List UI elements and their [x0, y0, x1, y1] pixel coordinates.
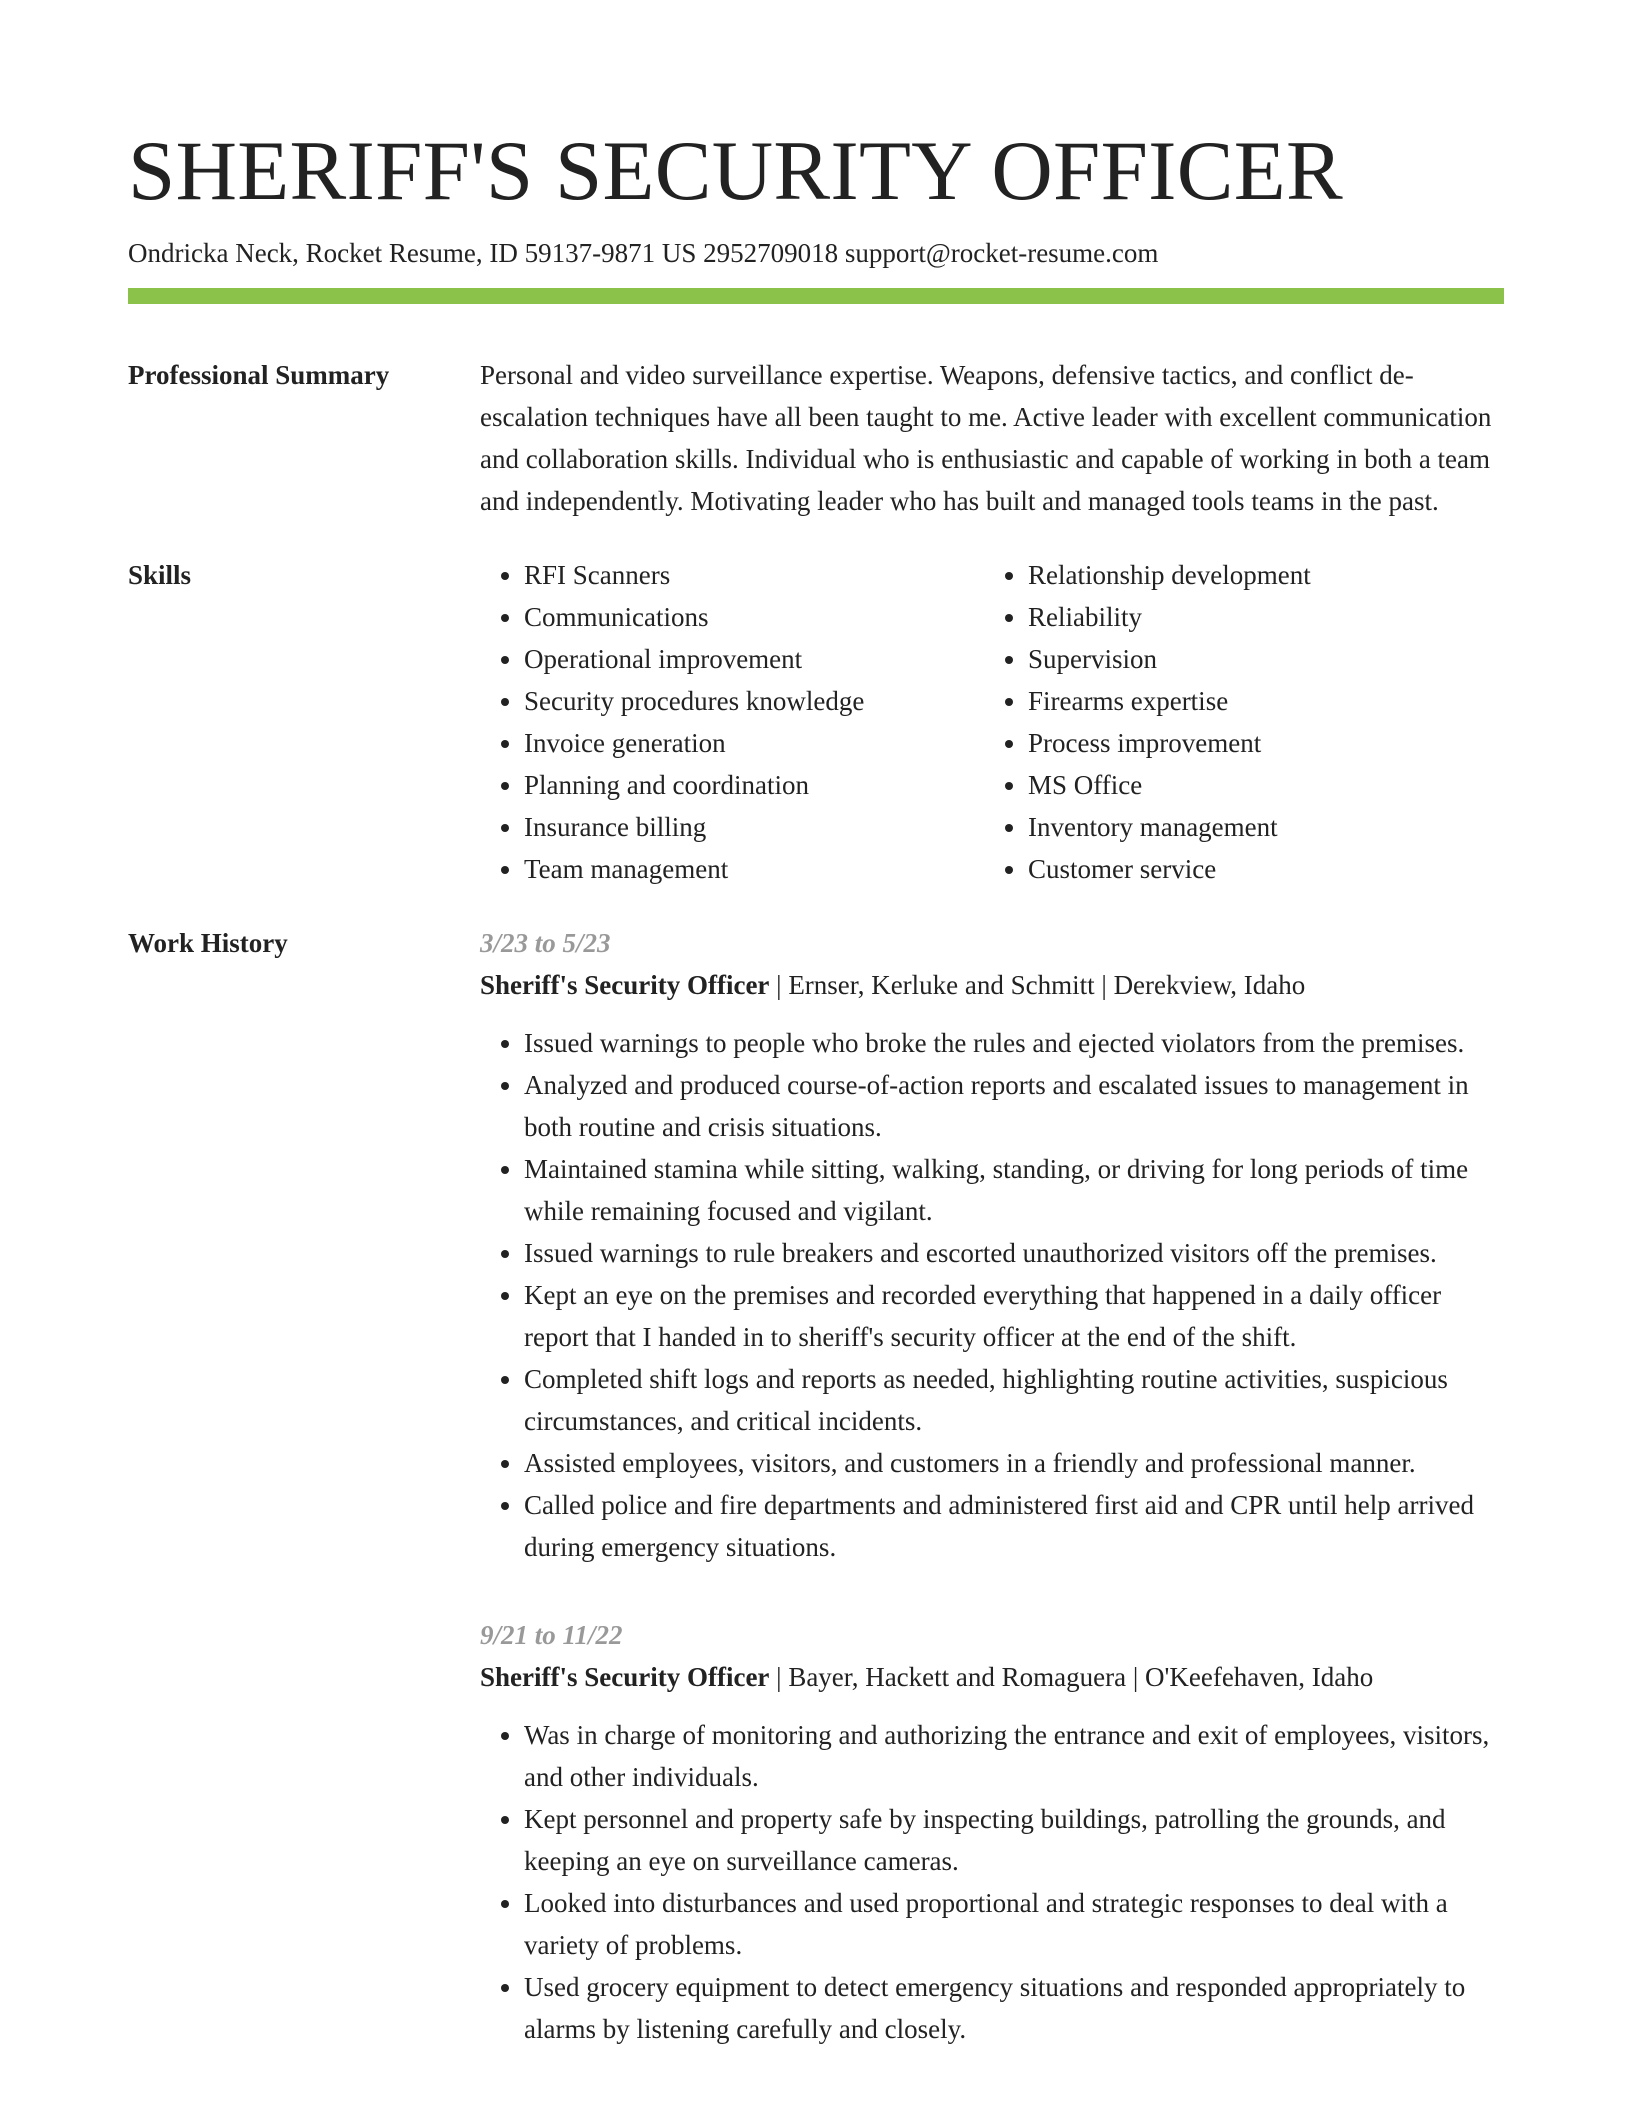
job-bullet: • Was in charge of monitoring and authorizing the entrance and exit of employees, visitors, and other individuals.	[524, 1714, 1504, 1798]
job-location: O'Keefehaven, Idaho	[1145, 1662, 1374, 1692]
job-separator: |	[1094, 970, 1114, 1000]
job-bullet: • Issued warnings to rule breakers and escorted unauthorized visitors off the premises.	[524, 1232, 1504, 1274]
skill-item: • RFI Scanners	[524, 554, 984, 596]
skill-item: • Planning and coordination	[524, 764, 984, 806]
professional-summary-section	[128, 354, 1504, 522]
job-bullet-list	[480, 1022, 1504, 1568]
summary-text: Personal and video surveillance expertise. Weapons, defensive tactics, and conflict de-escalation techniques have all been taught to me. Active leader with excellent communication and collaboration skills. Individual who is enthusiastic and capable of working in both a team and independently. Motivating leader who has built and managed tools teams in the past.	[480, 360, 1492, 516]
job-title-line	[480, 964, 1504, 1006]
section-title-summary: Professional Summary	[128, 360, 390, 390]
job-separator: |	[1126, 1662, 1145, 1692]
work-history-body	[480, 922, 1504, 2096]
job-company: Bayer, Hackett and Romaguera	[788, 1662, 1127, 1692]
resume-page	[128, 0, 1504, 2096]
job-title-line	[480, 1656, 1504, 1698]
section-title-skills: Skills	[128, 560, 192, 590]
job-bullet: • Used grocery equipment to detect emergency situations and responded appropriately to alarms by listening carefully and closely.	[524, 1966, 1504, 2050]
job-company: Ernser, Kerluke and Schmitt	[788, 970, 1095, 1000]
job-separator: |	[769, 970, 789, 1000]
skill-item: • Inventory management	[1028, 806, 1488, 848]
job-bullet: • Maintained stamina while sitting, walking, standing, or driving for long periods of time while remaining focused and vigilant.	[524, 1148, 1504, 1232]
contact-line: Ondricka Neck, Rocket Resume, ID 59137-9871 US 2952709018 support@rocket-resume.com	[128, 238, 1159, 268]
job-entry	[480, 1614, 1504, 2050]
job-title: Sheriff's Security Officer	[480, 1662, 770, 1692]
skill-item: • MS Office	[1028, 764, 1488, 806]
job-bullet: • Assisted employees, visitors, and customers in a friendly and professional manner.	[524, 1442, 1504, 1484]
skill-item: • Team management	[524, 848, 984, 890]
skill-item: • Insurance billing	[524, 806, 984, 848]
job-separator: |	[769, 1662, 789, 1692]
job-bullet-list	[480, 1714, 1504, 2050]
skill-item: • Security procedures knowledge	[524, 680, 984, 722]
job-bullet: • Analyzed and produced course-of-action reports and escalated issues to management in both routine and crisis situations.	[524, 1064, 1504, 1148]
job-bullet: • Issued warnings to people who broke the rules and ejected violators from the premises.	[524, 1022, 1504, 1064]
resume-name-heading: SHERIFF'S SECURITY OFFICER	[128, 124, 1343, 218]
skill-item: • Operational improvement	[524, 638, 984, 680]
skills-section	[128, 554, 1504, 890]
skill-item: • Communications	[524, 596, 984, 638]
skill-item: • Firearms expertise	[1028, 680, 1488, 722]
job-dates: 9/21 to 11/22	[480, 1620, 623, 1650]
skills-column-left	[480, 554, 984, 890]
skill-item: • Customer service	[1028, 848, 1488, 890]
skill-item: • Supervision	[1028, 638, 1488, 680]
job-bullet: • Kept an eye on the premises and recorded everything that happened in a daily officer report that I handed in to sheriff's security officer at the end of the shift.	[524, 1274, 1504, 1358]
skill-item: • Invoice generation	[524, 722, 984, 764]
skill-item: • Reliability	[1028, 596, 1488, 638]
work-history-section	[128, 922, 1504, 2096]
job-dates: 3/23 to 5/23	[480, 928, 611, 958]
skills-columns	[480, 554, 1504, 890]
skills-column-right	[984, 554, 1488, 890]
job-title: Sheriff's Security Officer	[480, 970, 770, 1000]
job-bullet: • Kept personnel and property safe by inspecting buildings, patrolling the grounds, and keeping an eye on surveillance cameras.	[524, 1798, 1504, 1882]
job-bullet: • Called police and fire departments and administered first aid and CPR until help arrived during emergency situations.	[524, 1484, 1504, 1568]
section-title-work-history: Work History	[128, 928, 288, 958]
skill-item: • Relationship development	[1028, 554, 1488, 596]
job-entry	[480, 922, 1504, 1568]
job-location: Derekview, Idaho	[1113, 970, 1306, 1000]
job-bullet: • Completed shift logs and reports as needed, highlighting routine activities, suspicious circumstances, and critical incidents.	[524, 1358, 1504, 1442]
accent-divider	[128, 288, 1504, 304]
job-bullet: • Looked into disturbances and used proportional and strategic responses to deal with a variety of problems.	[524, 1882, 1504, 1966]
skill-item: • Process improvement	[1028, 722, 1488, 764]
